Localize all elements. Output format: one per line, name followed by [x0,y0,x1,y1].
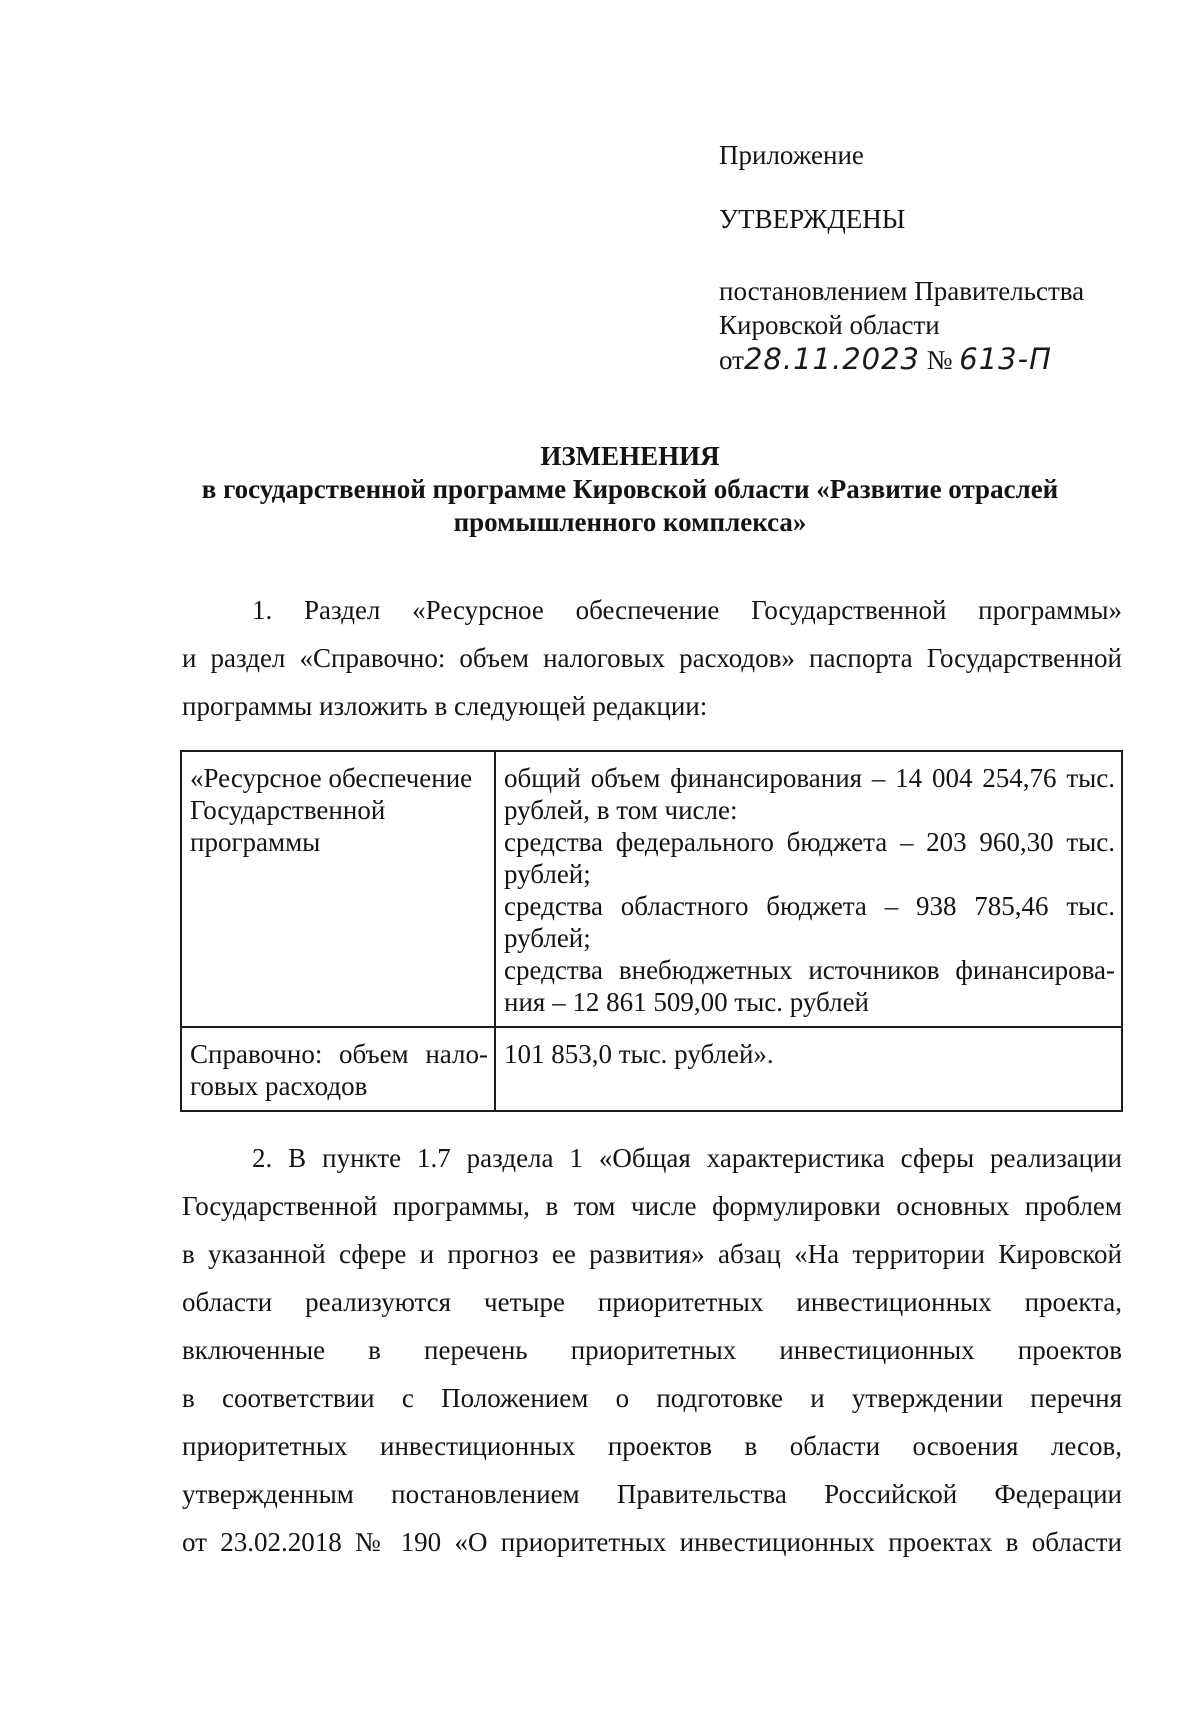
paragraph-line: программы изложить в следующей редакции: [182,691,708,721]
paragraph-line: от 23.02.2018 № 190 «О приоритетных инвестиционных проектах в области [182,1527,1122,1557]
cell-line: рублей; [504,923,591,953]
cell-line: рублей, в том числе: [504,795,738,825]
number-sign: № [926,345,953,375]
resolution-date-line [719,342,1159,377]
table-cell-tax-label [181,1027,495,1111]
paragraph-line: в указанной сфере и прогноз ее развития» абзац «На территории Кировской [182,1239,1122,1269]
paragraph-2 [182,1134,1122,1566]
table-row [181,751,1122,1027]
paragraph-1 [182,586,1122,730]
document-title [140,440,1120,539]
paragraph-line: 1. Раздел «Ресурсное обеспечение Государственной программы» [252,595,1122,625]
title-subtitle-line-2: промышленного комплекса» [453,507,807,537]
approval-block [719,138,1159,377]
approved-label: УТВЕРЖДЕНЫ [719,204,906,234]
paragraph-line: включенные в перечень приоритетных инвестиционных проектов [182,1335,1122,1365]
paragraph-line: Государственной программы, в том числе формулировки основных проблем [182,1191,1122,1221]
cell-line: средства областного бюджета – 938 785,46 тыс. [504,891,1115,921]
resolution-line-1: постановлением Правительства [719,276,1085,306]
table-cell-resources-label [181,751,495,1027]
title-heading: ИЗМЕНЕНИЯ [540,441,720,471]
cell-line: общий объем финансирования – 14 004 254,76 тыс. [504,763,1115,793]
paragraph-line: приоритетных инвестиционных проектов в области освоения лесов, [182,1431,1122,1461]
cell-line: 101 853,0 тыс. рублей». [504,1039,774,1069]
date-prefix: от [719,345,744,375]
title-subtitle-line-1: в государственной программе Кировской области «Развитие отраслей [201,474,1059,504]
cell-line: рублей; [504,859,591,889]
table-cell-tax-value [495,1027,1122,1111]
cell-line: ния – 12 861 509,00 тыс. рублей [504,987,870,1017]
cell-line: Государственной [190,795,386,825]
cell-line: средства федерального бюджета – 203 960,30 тыс. [504,827,1115,857]
paragraph-line: утвержденным постановлением Правительства Российской Федерации [182,1479,1122,1509]
table-cell-resources-value [495,751,1122,1027]
appendix-label: Приложение [719,140,864,170]
cell-line: «Ресурсное обеспечение [190,763,473,793]
handwritten-number: 613-П [959,342,1052,376]
cell-line: Справочно: объем нало- [190,1039,488,1069]
paragraph-line: и раздел «Справочно: объем налоговых расходов» паспорта Государственной [182,643,1122,673]
paragraph-line: в соответствии с Положением о подготовке и утверждении перечня [182,1383,1122,1413]
handwritten-date: 28.11.2023 [743,342,920,376]
table-row [181,1027,1122,1111]
cell-line: программы [190,827,321,857]
cell-line: средства внебюджетных источников финансирова- [504,955,1115,985]
cell-line: говых расходов [190,1071,368,1101]
paragraph-line: 2. В пункте 1.7 раздела 1 «Общая характеристика сферы реализации [252,1143,1122,1173]
passport-table [180,750,1123,1112]
paragraph-line: области реализуются четыре приоритетных инвестиционных проекта, [182,1287,1122,1317]
resolution-line-2: Кировской области [719,310,940,340]
